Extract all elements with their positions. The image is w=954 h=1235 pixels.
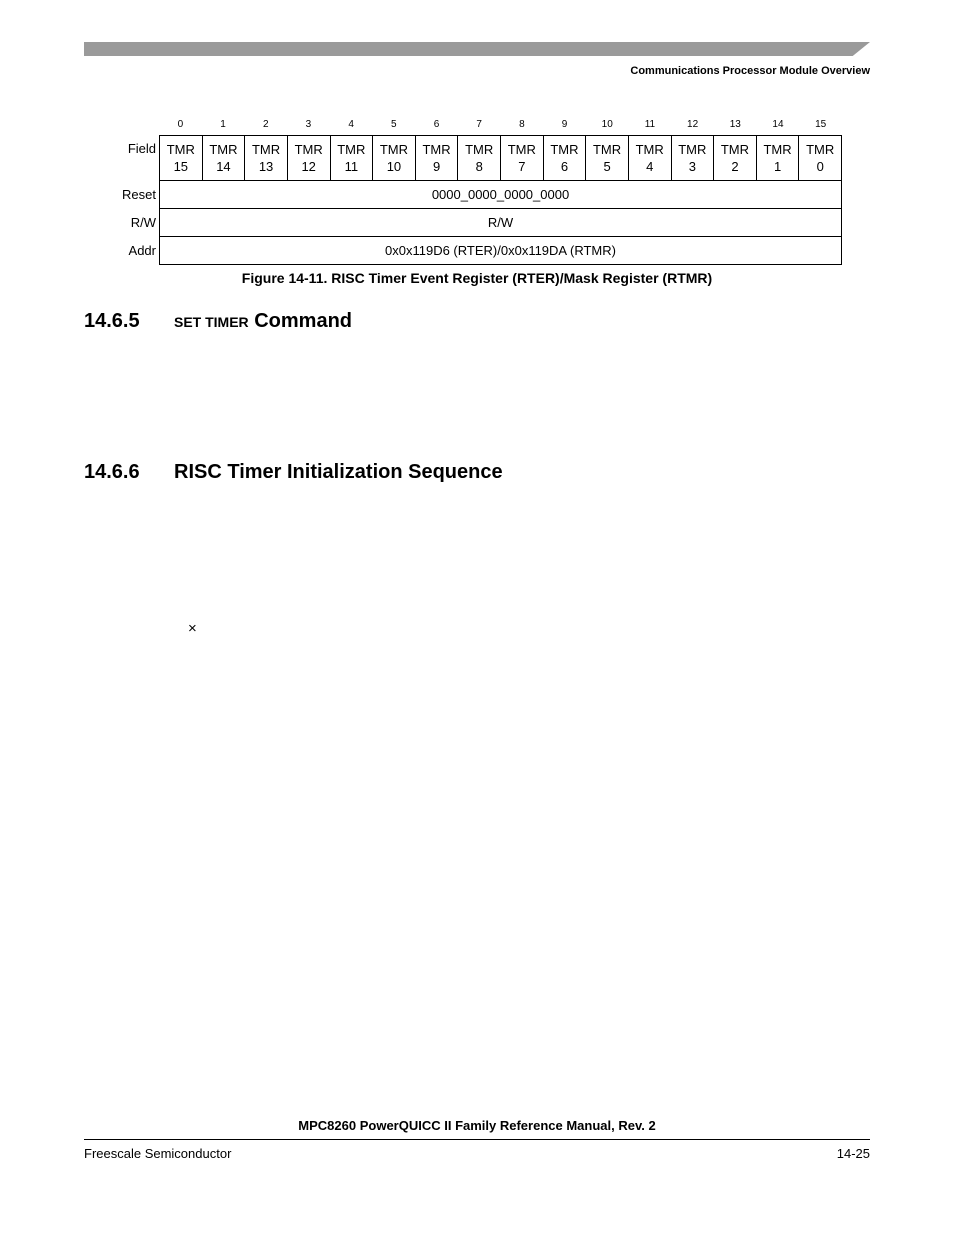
- running-title: Communications Processor Module Overview: [630, 65, 870, 77]
- field-index: 15: [173, 159, 189, 174]
- reset-value: 0000_0000_0000_0000: [160, 181, 842, 209]
- field-index: 1: [773, 159, 782, 174]
- field-index: 7: [518, 159, 526, 174]
- section-title: RISC Timer Initialization Sequence: [174, 461, 503, 483]
- reset-row: [160, 181, 842, 209]
- addr-row: [160, 237, 842, 265]
- field-index: 13: [258, 159, 274, 174]
- section-heading-14-6-5: [84, 310, 352, 333]
- field-cell: [330, 136, 373, 181]
- section-title: Command: [254, 310, 353, 332]
- bit-number: 6: [433, 119, 440, 130]
- field-name: TMR: [251, 142, 281, 157]
- field-index: 5: [603, 159, 611, 174]
- field-cell: [586, 136, 629, 181]
- field-name: TMR: [592, 142, 622, 157]
- field-name: TMR: [507, 142, 536, 157]
- field-index: 8: [475, 159, 483, 174]
- figure-caption: Figure 14-11. RISC Timer Event Register (RTER)/Mask Register (RTMR): [241, 270, 713, 286]
- field-row: [160, 136, 842, 181]
- field-name: TMR: [465, 142, 494, 157]
- bit-number: 1: [220, 119, 226, 130]
- bit-number: 9: [561, 119, 568, 130]
- field-name: TMR: [166, 142, 195, 157]
- bit-number: 12: [687, 119, 699, 130]
- bit-number: 0: [177, 119, 184, 130]
- bit-number: 4: [348, 119, 354, 130]
- bit-number: 5: [391, 119, 397, 130]
- field-index: 12: [301, 159, 316, 174]
- bit-number: 10: [601, 119, 613, 130]
- field-index: 10: [386, 159, 402, 174]
- field-index: 0: [816, 159, 824, 174]
- field-cell: [202, 136, 245, 181]
- field-name: TMR: [635, 142, 664, 157]
- field-name: TMR: [422, 142, 451, 157]
- times-symbol: ×: [188, 620, 197, 637]
- field-cell: [799, 136, 842, 181]
- field-cell: [373, 136, 416, 181]
- bit-number: 7: [476, 119, 482, 130]
- field-name: TMR: [379, 142, 409, 157]
- bit-number: 8: [519, 119, 525, 130]
- field-name: TMR: [550, 142, 579, 157]
- field-index: 4: [646, 159, 654, 174]
- field-index: 9: [432, 159, 441, 174]
- bit-number: 13: [729, 119, 741, 130]
- field-name: TMR: [294, 142, 323, 157]
- bit-number: 3: [305, 119, 312, 130]
- footer-manual-title: MPC8260 PowerQUICC II Family Reference Manual, Rev. 2: [298, 1118, 656, 1133]
- field-index: 14: [216, 159, 231, 174]
- field-cell: [543, 136, 586, 181]
- field-name: TMR: [337, 142, 366, 157]
- footer-company: Freescale Semiconductor: [84, 1146, 232, 1161]
- section-title-smallcaps: SET TIMER: [174, 314, 249, 330]
- field-name: TMR: [678, 142, 707, 157]
- bit-number: 15: [815, 119, 827, 130]
- bit-number: 11: [644, 119, 656, 130]
- section-number: 14.6.5: [84, 310, 140, 332]
- row-label-field: Field: [127, 141, 156, 156]
- header-bar: [84, 42, 870, 56]
- rw-row: [160, 209, 842, 237]
- field-index: 2: [731, 159, 739, 174]
- section-heading-14-6-6: [84, 461, 503, 484]
- field-cell: [714, 136, 757, 181]
- register-table: [159, 135, 842, 265]
- field-cell: [287, 136, 330, 181]
- field-name: TMR: [209, 142, 238, 157]
- row-label-reset: Reset: [122, 187, 156, 202]
- field-cell: [628, 136, 671, 181]
- field-cell: [415, 136, 458, 181]
- field-name: TMR: [806, 142, 835, 157]
- field-cell: [756, 136, 799, 181]
- field-cell: [501, 136, 544, 181]
- row-label-addr: Addr: [128, 243, 156, 258]
- field-cell: [245, 136, 288, 181]
- section-number: 14.6.6: [84, 461, 140, 483]
- footer-divider: [84, 1139, 870, 1140]
- field-cell: [160, 136, 203, 181]
- field-cell: [458, 136, 501, 181]
- bit-number: 14: [772, 119, 784, 130]
- field-name: TMR: [763, 142, 792, 157]
- bit-number: 2: [262, 119, 269, 130]
- bit-number-row: [159, 119, 842, 131]
- footer-page-number: 14-25: [836, 1146, 870, 1161]
- field-name: TMR: [720, 142, 750, 157]
- addr-value: 0x0x119D6 (RTER)/0x0x119DA (RTMR): [160, 237, 842, 265]
- field-cell: [671, 136, 714, 181]
- row-label-rw: R/W: [130, 215, 156, 230]
- field-index: 6: [560, 159, 569, 174]
- field-index: 11: [344, 159, 359, 174]
- rw-value: R/W: [160, 209, 842, 237]
- field-index: 3: [688, 159, 696, 174]
